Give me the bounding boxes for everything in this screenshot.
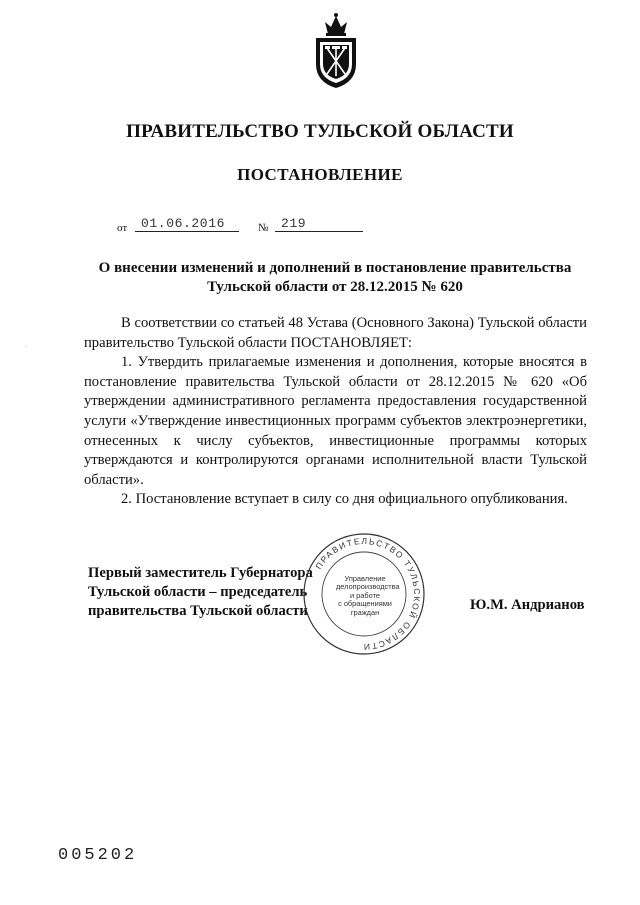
signer-name: Ю.М. Андрианов xyxy=(470,597,585,613)
subject-line: Тульской области от 28.12.2015 № 620 xyxy=(207,279,463,295)
document-serial-number: 005202 xyxy=(58,846,138,865)
signer-line: Тульской области – председатель xyxy=(88,584,308,600)
signer-line: Первый заместитель Губернатора xyxy=(88,565,313,581)
document-subject xyxy=(80,259,590,297)
number-underline xyxy=(275,231,363,232)
document-date: 01.06.2016 xyxy=(141,216,226,231)
body-paragraph: В соответствии со статьей 48 Устава (Основного Закона) Тульской области правительство Тульской области ПОСТАНОВЛЯЕТ: xyxy=(84,315,587,351)
stamp-line: Управление xyxy=(344,574,386,583)
body-paragraph: 1. Утвердить прилагаемые изменения и дополнения, которые вносятся в постановление правительства Тульской области от 28.12.2015 № 620 «Об утверждении административного регламента предоставления государственной услуги «Утверждение инвестиционных программ субъектов электроэнергетики, отнесенных к числу субъектов, инвестиционные программы которых утверждаются и контролируются органами исполнительной власти Тульской области». xyxy=(84,354,587,488)
document-meta xyxy=(117,216,377,234)
date-label: от xyxy=(117,222,128,234)
signer-title xyxy=(88,564,338,621)
subject-line: О внесении изменений и дополнений в постановление правительства xyxy=(98,260,572,276)
signer-line: правительства Тульской области xyxy=(88,603,308,619)
document-number: 219 xyxy=(281,216,307,231)
stamp-line: и работе xyxy=(350,590,380,600)
margin-mark: ʾ xyxy=(25,345,28,353)
stamp-line: с обращениями xyxy=(338,599,392,609)
stamp-line: граждан xyxy=(350,607,380,617)
date-underline xyxy=(135,231,239,232)
body-paragraph: 2. Постановление вступает в силу со дня официального опубликования. xyxy=(121,491,568,508)
government-title: ПРАВИТЕЛЬСТВО ТУЛЬСКОЙ ОБЛАСТИ xyxy=(126,121,514,142)
tula-coat-of-arms-icon xyxy=(311,12,361,90)
stamp-ring-text: ПРАВИТЕЛЬСТВО ТУЛЬСКОЙ ОБЛАСТИ xyxy=(313,535,423,653)
stamp-inner-text xyxy=(336,574,400,617)
document-type: ПОСТАНОВЛЕНИЕ xyxy=(237,165,403,184)
stamp-line: делопроизводства xyxy=(336,582,400,592)
number-label: № xyxy=(258,222,269,234)
document-body xyxy=(84,314,587,510)
